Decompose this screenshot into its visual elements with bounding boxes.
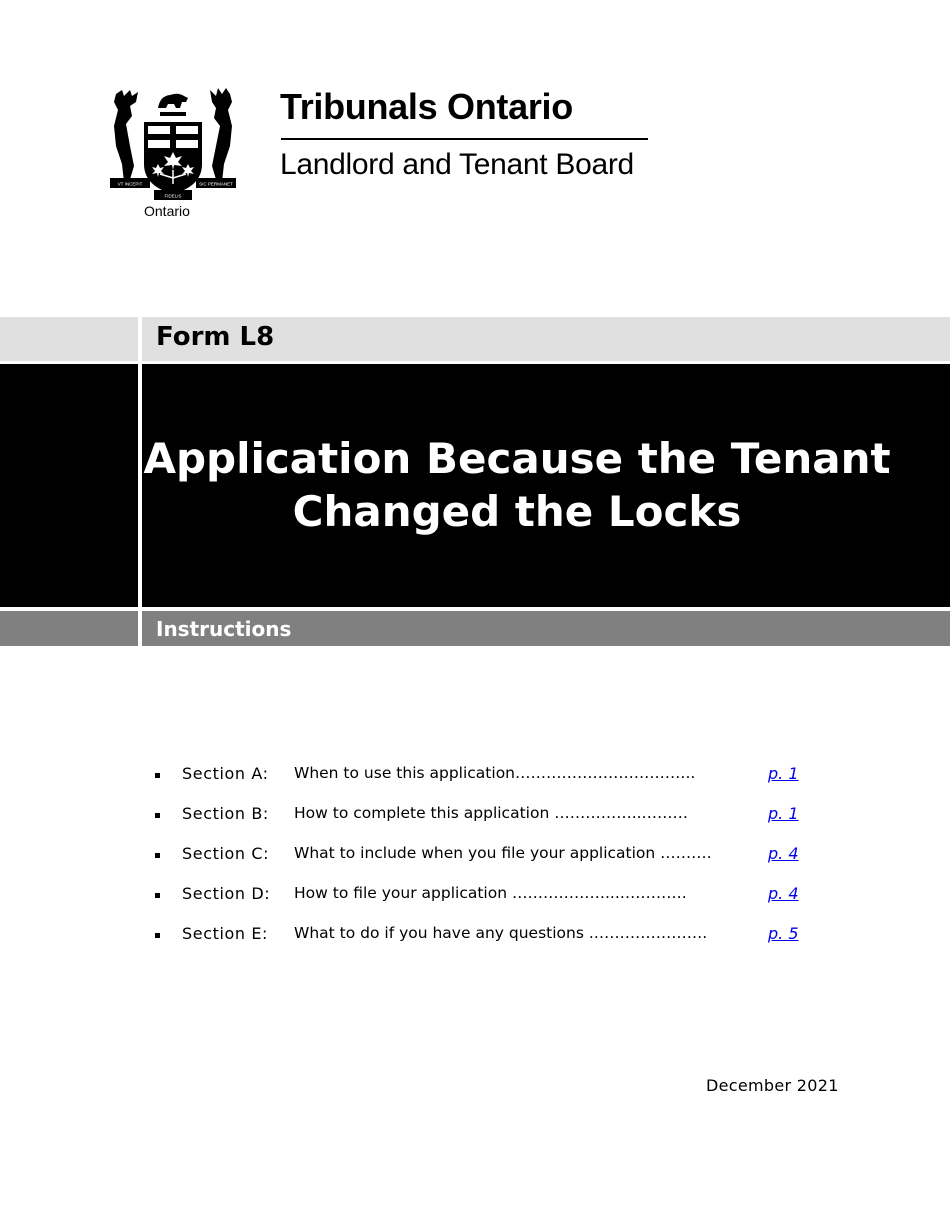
toc-section-label: Section C: — [182, 844, 270, 863]
toc-item-d — [155, 884, 815, 924]
bullet-icon — [155, 933, 160, 938]
form-number: Form L8 — [156, 322, 275, 352]
bullet-icon — [155, 813, 160, 818]
svg-text:FIDELIS: FIDELIS — [164, 193, 182, 199]
org-subtitle: Landlord and Tenant Board — [280, 148, 634, 181]
table-of-contents — [155, 764, 815, 964]
tribunals-ontario-logo — [108, 86, 678, 221]
toc-page-link[interactable]: p. 4 — [768, 844, 799, 863]
crest-label: Ontario — [144, 203, 190, 219]
org-divider — [281, 138, 648, 140]
toc-item-a — [155, 764, 815, 804]
bullet-icon — [155, 773, 160, 778]
toc-description: How to file your application ………………...…………. — [294, 884, 687, 902]
bullet-icon — [155, 853, 160, 858]
instructions-heading: Instructions — [156, 617, 292, 641]
title-band-left — [0, 364, 138, 607]
revision-date: December 2021 — [706, 1076, 839, 1095]
org-title: Tribunals Ontario — [280, 86, 573, 127]
toc-item-c — [155, 844, 815, 884]
toc-item-e — [155, 924, 815, 964]
toc-description: What to include when you file your application ………. — [294, 844, 712, 862]
ontario-coat-of-arms-icon — [108, 86, 238, 221]
toc-section-label: Section D: — [182, 884, 271, 903]
form-title: Application Because the Tenant Changed the Locks — [143, 434, 891, 536]
instructions-band-left — [0, 611, 138, 646]
toc-page-link[interactable]: p. 4 — [768, 884, 799, 903]
toc-description: When to use this application…………………………….. — [294, 764, 696, 782]
toc-page-link[interactable]: p. 1 — [768, 764, 799, 783]
toc-section-label: Section B: — [182, 804, 269, 823]
toc-page-link[interactable]: p. 5 — [768, 924, 799, 943]
bullet-icon — [155, 893, 160, 898]
svg-text:VT INCEPIT: VT INCEPIT — [117, 181, 143, 187]
toc-description: What to do if you have any questions .…………………. — [294, 924, 708, 942]
toc-description: How to complete this application ……………..……… — [294, 804, 689, 822]
form-band-left — [0, 317, 138, 361]
toc-section-label: Section A: — [182, 764, 269, 783]
toc-page-link[interactable]: p. 1 — [768, 804, 799, 823]
svg-text:SIC PERMANET: SIC PERMANET — [199, 181, 233, 187]
toc-item-b — [155, 804, 815, 844]
toc-section-label: Section E: — [182, 924, 269, 943]
